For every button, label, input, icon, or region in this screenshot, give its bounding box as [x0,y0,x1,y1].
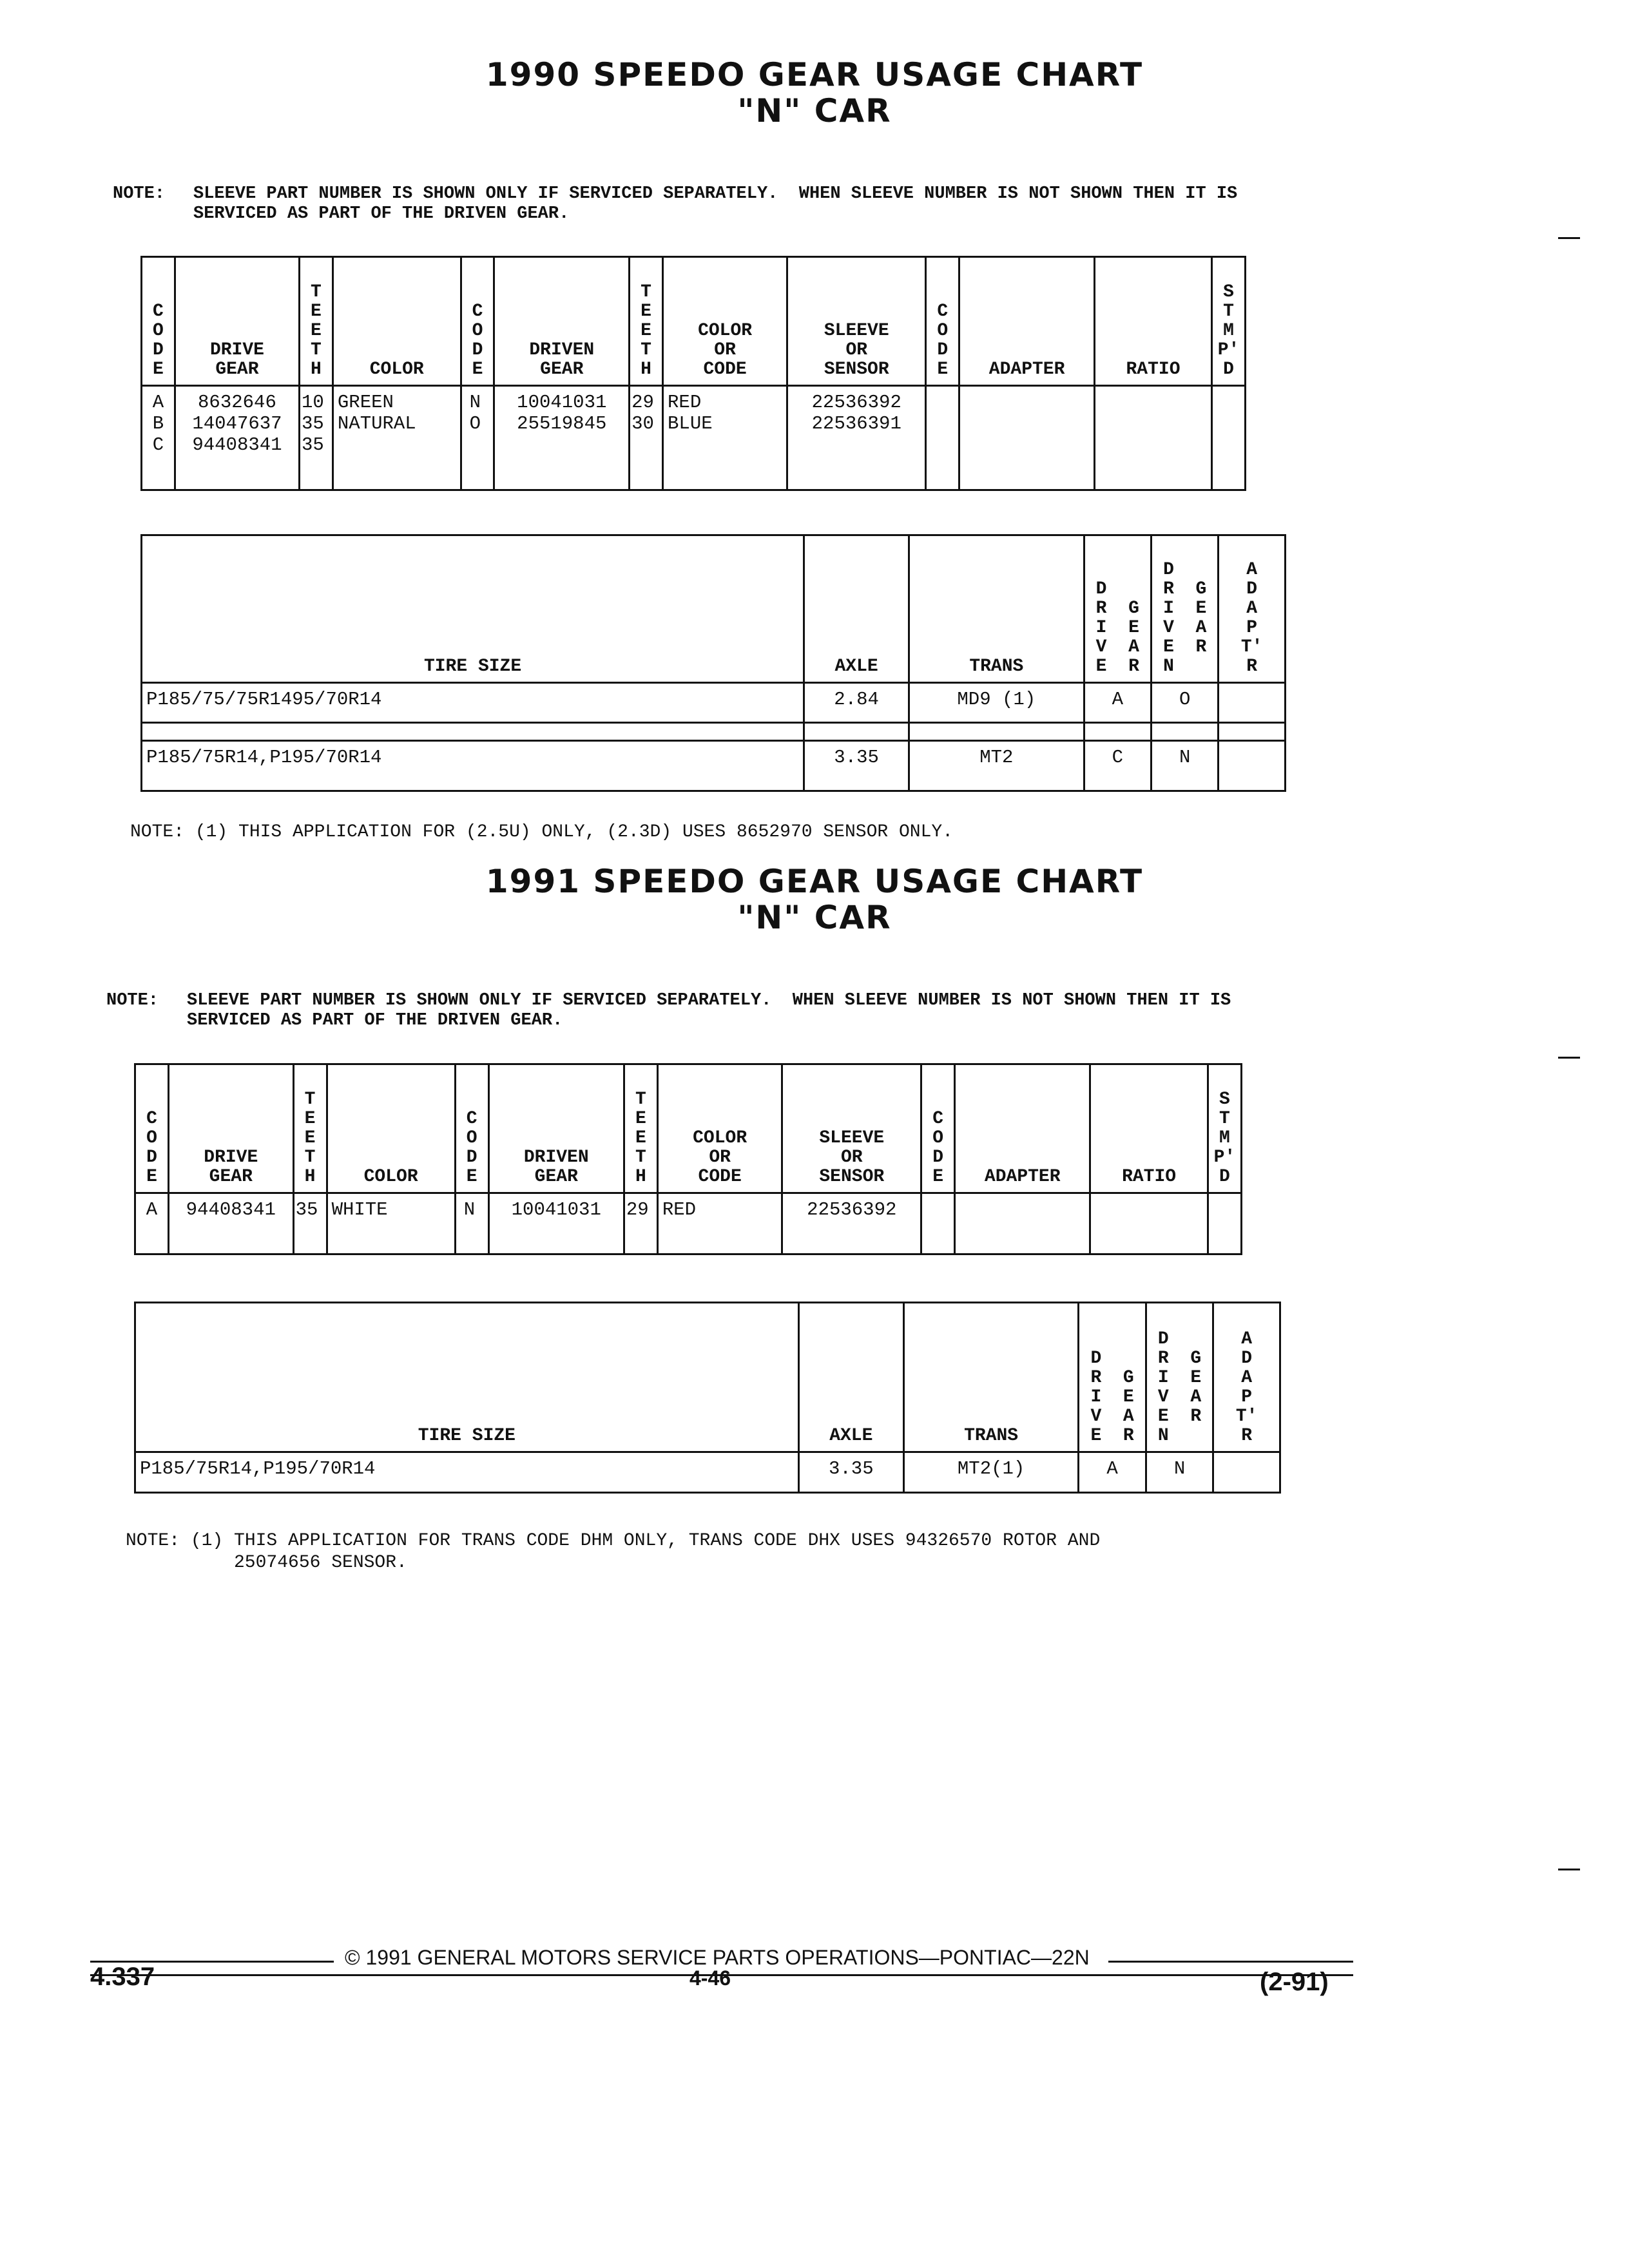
cell-color-code: RED [657,1193,782,1254]
cell-teeth: 35 [293,1193,327,1254]
header-code-2: C O D E [455,1064,488,1193]
note-line1: SLEEVE PART NUMBER IS SHOWN ONLY IF SERVICED SEPARATELY. WHEN SLEEVE NUMBER IS NOT SHOWN THEN IT IS [193,184,1238,204]
header-code-2: C O D E [461,257,494,386]
note-label: NOTE: [113,184,166,204]
footer-copyright: © 1991 GENERAL MOTORS SERVICE PARTS OPERATIONS—PONTIAC—22N [345,1946,1090,1969]
cell-teeth-2: 29 30 [630,386,663,490]
chart-1990-note [113,184,1595,224]
header-teeth: T E E T H [300,257,333,386]
header-adapter: ADAPTER [955,1064,1090,1193]
header-code: C O D E [135,1064,169,1193]
cell-adapter [959,386,1095,490]
row2-adaptr [1219,740,1286,791]
row1-driven: O [1151,682,1218,722]
header-drive-gear-code: D R G I E V A E R [1079,1303,1146,1452]
note-line1: SLEEVE PART NUMBER IS SHOWN ONLY IF SERVICED SEPARATELY. WHEN SLEEVE NUMBER IS NOT SHOWN THEN IT IS [187,991,1231,1010]
header-teeth-2: T E E T H [624,1064,657,1193]
spacer-cell [804,722,909,740]
gear-table-1990 [140,256,1246,491]
row-driven: N [1146,1452,1213,1493]
cell-ratio [1090,1193,1208,1254]
cell-stmpd [1212,386,1246,490]
header-teeth-2: T E E T H [630,257,663,386]
row-axle: 3.35 [798,1452,903,1493]
row-adaptr [1213,1452,1280,1493]
cell-sleeve: 22536392 [782,1193,921,1254]
header-teeth: T E E T H [293,1064,327,1193]
title-text: 1991 SPEEDO GEAR USAGE CHART [485,863,1144,900]
chart-1991-note [106,991,1588,1031]
margin-tick [1558,1057,1580,1059]
header-trans: TRANS [909,535,1084,683]
cell-code-2: N O [461,386,494,490]
row2-tire-size: P185/75R14,P195/70R14 [142,740,804,791]
spacer-cell [1151,722,1218,740]
header-color: COLOR [327,1064,455,1193]
header-sleeve: SLEEVE OR SENSOR [787,257,926,386]
tire-table-1991 [134,1302,1281,1494]
cell-color: GREEN NATURAL [333,386,461,490]
header-drive-gear: DRIVE GEAR [168,1064,293,1193]
header-drive-gear-code: D R G I E V A E R [1084,535,1151,683]
footer-date: (2-91) [1260,1968,1329,1996]
header-tire-size: TIRE SIZE [142,535,804,683]
header-adaptr: A D A P T' R [1219,535,1286,683]
header-code-3: C O D E [926,257,959,386]
cell-teeth: 10 35 35 [300,386,333,490]
header-sleeve: SLEEVE OR SENSOR [782,1064,921,1193]
header-axle: AXLE [804,535,909,683]
chart-1990-bottom-note: NOTE: (1) THIS APPLICATION FOR (2.5U) ONLY, (2.3D) USES 8652970 SENSOR ONLY. [130,822,954,842]
cell-driven-gear: 10041031 [488,1193,624,1254]
gear-table-1991 [134,1063,1242,1255]
cell-code-2: N [455,1193,488,1254]
header-stmpd: S T M P' D [1208,1064,1241,1193]
cell-drive-gear: 94408341 [168,1193,293,1254]
title-text: 1990 SPEEDO GEAR USAGE CHART [485,56,1144,93]
header-driven-gear: DRIVEN GEAR [494,257,630,386]
header-color-code: COLOR OR CODE [663,257,787,386]
header-stmpd: S T M P' D [1212,257,1246,386]
row2-driven: N [1151,740,1218,791]
note-line2: SERVICED AS PART OF THE DRIVEN GEAR. [193,204,570,224]
cell-teeth-2: 29 [624,1193,657,1254]
subtitle-text: "N" CAR [737,899,892,936]
margin-tick [1558,1869,1580,1870]
header-tire-size: TIRE SIZE [135,1303,799,1452]
header-color: COLOR [333,257,461,386]
bottom-note-line1: NOTE: (1) THIS APPLICATION FOR TRANS CODE DHM ONLY, TRANS CODE DHX USES 94326570 ROTOR AND [126,1531,1101,1551]
cell-driven-gear: 10041031 25519845 [494,386,630,490]
row2-axle: 3.35 [804,740,909,791]
header-driven-gear-code: D R G I E V A E R N [1146,1303,1213,1452]
note-label: NOTE: [106,991,159,1010]
chart-1991-title [0,863,1629,936]
header-ratio: RATIO [1090,1064,1208,1193]
row-tire-size: P185/75R14,P195/70R14 [135,1452,799,1493]
subtitle-text: "N" CAR [737,92,892,130]
footer-rule-right [1108,1961,1353,1963]
row-trans: MT2(1) [903,1452,1078,1493]
cell-stmpd [1208,1193,1241,1254]
row1-adaptr [1219,682,1286,722]
cell-color: WHITE [327,1193,455,1254]
tire-table-1990 [140,534,1286,792]
header-color-code: COLOR OR CODE [657,1064,782,1193]
spacer-cell [1219,722,1286,740]
row1-drive: A [1084,682,1151,722]
spacer-cell [909,722,1084,740]
header-trans: TRANS [903,1303,1078,1452]
row1-axle: 2.84 [804,682,909,722]
spacer-cell [1084,722,1151,740]
header-axle: AXLE [798,1303,903,1452]
header-ratio: RATIO [1094,257,1211,386]
header-adaptr: A D A P T' R [1213,1303,1280,1452]
header-drive-gear: DRIVE GEAR [175,257,299,386]
header-driven-gear-code: D R G I E V A E R N [1151,535,1218,683]
header-driven-gear: DRIVEN GEAR [488,1064,624,1193]
header-adapter: ADAPTER [959,257,1095,386]
spacer-cell [142,722,804,740]
chart-1990-title [0,57,1629,129]
note-line2: SERVICED AS PART OF THE DRIVEN GEAR. [187,1011,563,1030]
bottom-note-line2: 25074656 SENSOR. [234,1553,407,1573]
cell-code: A B C [142,386,175,490]
header-code: C O D E [142,257,175,386]
cell-adapter [955,1193,1090,1254]
row-drive: A [1079,1452,1146,1493]
cell-code-3 [926,386,959,490]
row2-trans: MT2 [909,740,1084,791]
row1-tire-size: P185/75/75R1495/70R14 [142,682,804,722]
cell-ratio [1094,386,1211,490]
row1-trans: MD9 (1) [909,682,1084,722]
footer-page-number: 4-46 [689,1966,731,1990]
header-code-3: C O D E [921,1064,955,1193]
cell-code-3 [921,1193,955,1254]
cell-code: A [135,1193,169,1254]
cell-color-code: RED BLUE [663,386,787,490]
margin-tick [1558,237,1580,239]
cell-drive-gear: 8632646 14047637 94408341 [175,386,299,490]
row2-drive: C [1084,740,1151,791]
chart-1991-bottom-note [126,1530,1100,1574]
footer-left-number: 4.337 [90,1963,155,1991]
cell-sleeve: 22536392 22536391 [787,386,926,490]
